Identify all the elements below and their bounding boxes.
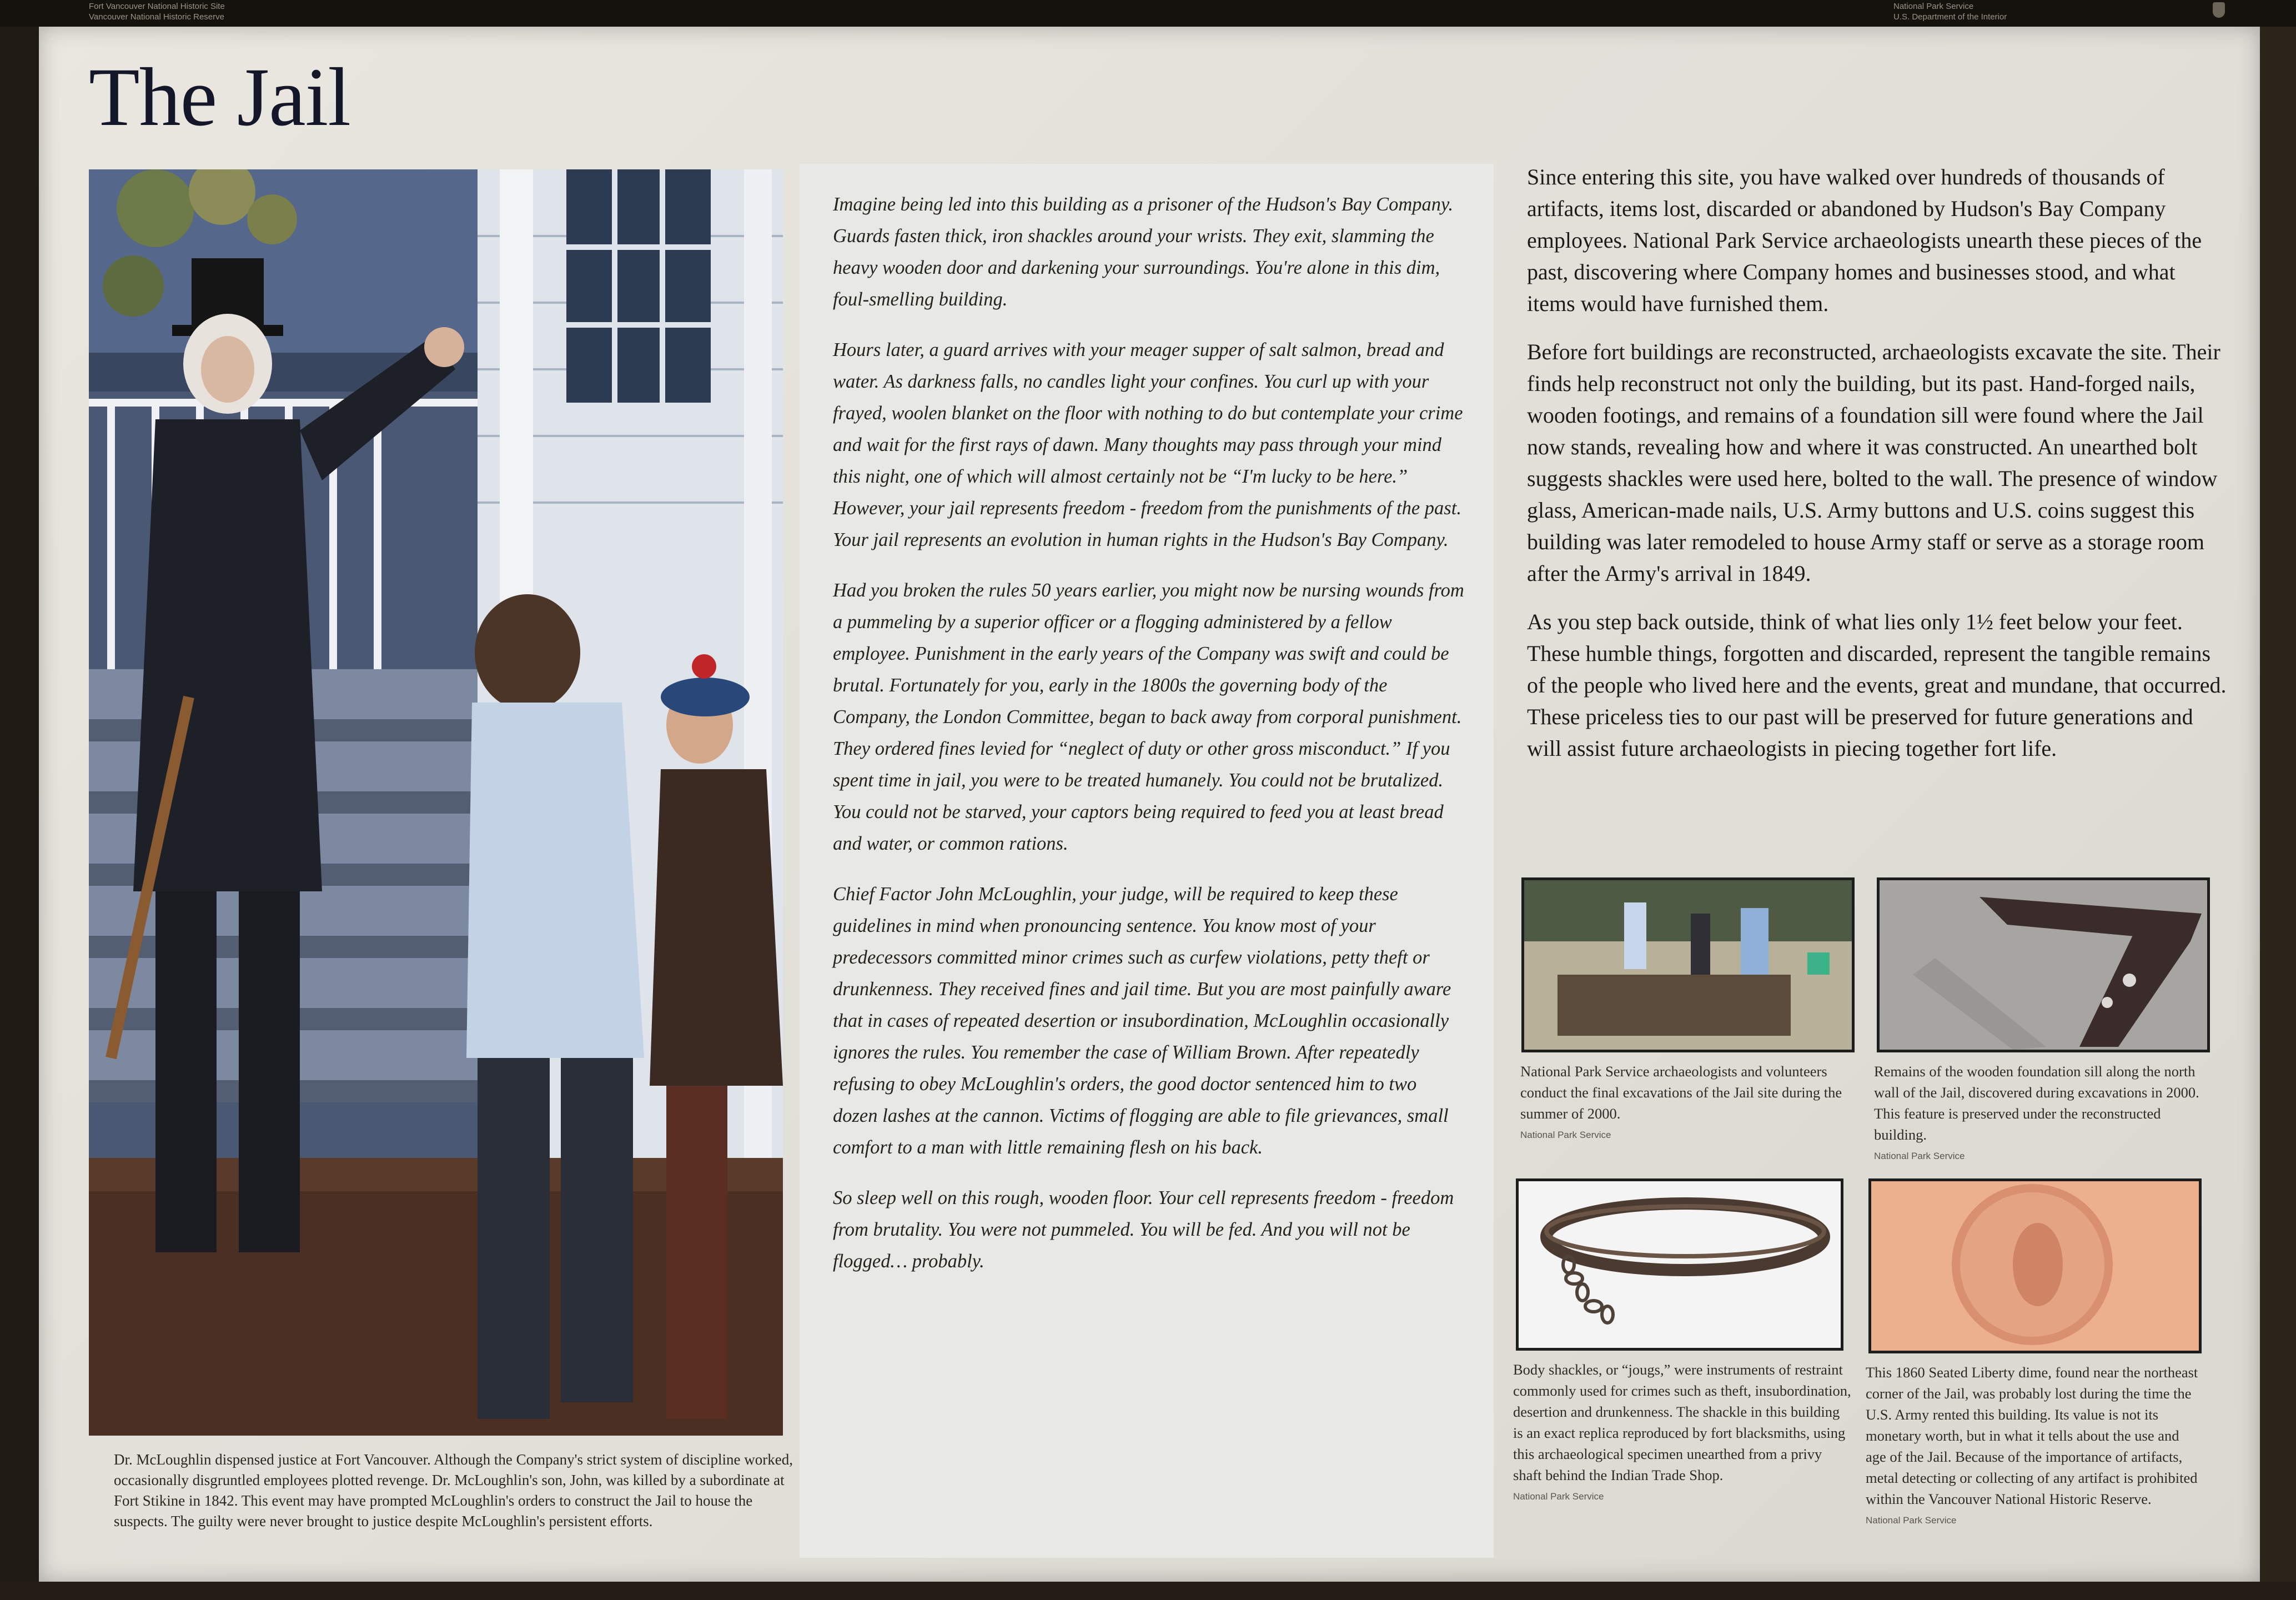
top-left-credit (89, 1, 225, 22)
excavation-caption-block (1520, 1061, 1853, 1142)
painting-caption: Dr. McLoughlin dispensed justice at Fort Vancouver. Although the Company's strict system of discipline worked, occasionally disgruntled employees plotted revenge. Dr. McLoughlin's son, John, was killed by a subordinate at Fort Stikine in 1842. This event may have prompted McLoughlin's orders to construct the Jail to house the suspects. The guilty were never brought to justice despite McLoughlin's persistent efforts. (114, 1451, 793, 1529)
foundation-credit: National Park Service (1874, 1151, 1965, 1161)
painting-illustration (89, 169, 783, 1436)
top-right-credit (1893, 1, 2007, 22)
top-right-credit-line: National Park Service (1893, 2, 1974, 11)
dime-caption-block (1866, 1362, 2199, 1527)
dime-photo (1868, 1178, 2202, 1353)
shackles-caption: Body shackles, or “jougs,” were instruments of restraint commonly used for crimes such as theft, insubordination, desertion and drunkenness. The shackle in this building is an exact replica reproduced by fort blacksmiths, using this archaeological specimen unearthed from a privy shaft behind the Indian Trade Shop. (1513, 1361, 1851, 1483)
top-left-credit-line: Fort Vancouver National Historic Site (89, 2, 225, 11)
shackles-caption-block (1513, 1359, 1852, 1503)
archaeology-paragraph: Before fort buildings are reconstructed, archaeologists excavate the site. Their finds help reconstruct not only the building, but its past. Hand-forged nails, wooden footings, and remains of a foundation sill were found where the Jail now stands, revealing how and where it was constructed. An unearthed bolt suggests shackles were used here, bolted to the wall. The presence of window glass, American-made nails, U.S. Army buttons and U.S. coins suggest this building was later remodeled to house Army staff or serve as a storage room after the Army's arrival in 1849. (1527, 339, 2220, 586)
dime-scene (1871, 1181, 2199, 1351)
mcloughlin-painting (89, 169, 783, 1436)
top-right-credit-line: U.S. Department of the Interior (1893, 12, 2007, 22)
top-left-credit-line: Vancouver National Historic Reserve (89, 12, 224, 22)
excavation-scene (1524, 880, 1852, 1050)
narrative-paragraph: Had you broken the rules 50 years earlier, you might now be nursing wounds from a pummeling by a superior officer or a flogging administered by a fellow employee. Punishment in the early years of the Company was swift and could be brutal. Fortunately for you, early in the 1800s the governing body of the Company, the London Committee, began to back away from corporal punishment. They ordered fines levied for “neglect of duty or other gross misconduct.” If you spent time in jail, you were to be treated humanely. You could not be brutalized. You could not be starved, your captors being required to feed you at least bread and water, or common rations. (833, 580, 1464, 854)
narrative-paragraph: Chief Factor John McLoughlin, your judge, will be required to keep these guidelines in mind when pronouncing sentence. You know most of your predecessors committed minor crimes such as curfew violations, petty theft or drunkenness. They received fines and jail time. But you are most painfully aware that in cases of repeated desertion or insubordination, McLoughlin occasionally ignores the rules. You remember the case of William Brown. After repeatedly refusing to obey McLoughlin's orders, the good doctor sentenced him to two dozen lashes at the cannon. Victims of flogging are able to file grievances, small comfort to a man with little remaining flesh on his back. (833, 884, 1451, 1158)
sign-frame-bottom (0, 1582, 2296, 1600)
shackles-credit: National Park Service (1513, 1491, 1604, 1502)
shackles-scene (1519, 1181, 1841, 1348)
sign-frame-right (2260, 27, 2296, 1600)
foundation-caption-block (1874, 1061, 2207, 1163)
narrative-paragraph: Hours later, a guard arrives with your meager supper of salt salmon, bread and water. As darkness falls, no candles light your confines. You curl up with your frayed, woolen blanket on the floor with nothing to do but contemplate your crime and wait for the first rays of dawn. Many thoughts may pass through your mind this night, one of which will almost certainly not be “I'm lucky to be here.” However, your jail represents freedom - freedom from the punishments of the past. Your jail represents an evolution in human rights in the Hudson's Bay Company. (833, 339, 1463, 550)
archaeology-paragraph: As you step back outside, think of what lies only 1½ feet below your feet. These humble things, forgotten and discarded, represent the tangible remains of the people who lived here and the events, great and mundane, that occurred. These priceless ties to our past will be preserved for future generations and will assist future archaeologists in piecing together fort life. (1527, 609, 2227, 761)
foundation-scene (1880, 880, 2207, 1050)
shackles-photo (1516, 1178, 1843, 1351)
narrative-paragraph: Imagine being led into this building as a prisoner of the Hudson's Bay Company. Guards fasten thick, iron shackles around your wrists. They exit, slamming the heavy wooden door and darkening your surroundings. You're alone in this dim, foul-smelling building. (833, 194, 1454, 310)
foundation-photo (1877, 877, 2210, 1052)
narrative-column (833, 189, 1466, 1296)
dime-caption: This 1860 Seated Liberty dime, found near the northeast corner of the Jail, was probably lost during the time the U.S. Army rented this building. Its value is not its monetary worth, but in what it tells about the use and age of the Jail. Because of the importance of artifacts, metal detecting or collecting of any artifact is prohibited within the Vancouver National Historic Reserve. (1866, 1364, 2198, 1507)
excavation-caption: National Park Service archaeologists and volunteers conduct the final excavations of the Jail site during the summer of 2000. (1520, 1063, 1842, 1122)
sign-title: The Jail (89, 51, 351, 143)
excavation-photo (1521, 877, 1855, 1052)
archaeology-column (1527, 161, 2227, 781)
dime-credit: National Park Service (1866, 1515, 1957, 1526)
excavation-credit: National Park Service (1520, 1130, 1611, 1140)
archaeology-paragraph: Since entering this site, you have walked over hundreds of thousands of artifacts, items lost, discarded or abandoned by Hudson's Bay Company employees. National Park Service archaeologists unearth these pieces of the past, discovering where Company homes and businesses stood, and what items would have furnished them. (1527, 164, 2202, 316)
arrowhead-logo-icon (2213, 2, 2225, 18)
narrative-paragraph: So sleep well on this rough, wooden floor. Your cell represents freedom - freedom from brutality. You were not pummeled. You will be fed. And you will not be flogged… probably. (833, 1187, 1454, 1272)
foundation-caption: Remains of the wooden foundation sill along the north wall of the Jail, discovered during excavations in 2000. This feature is preserved under the reconstructed building. (1874, 1063, 2199, 1143)
